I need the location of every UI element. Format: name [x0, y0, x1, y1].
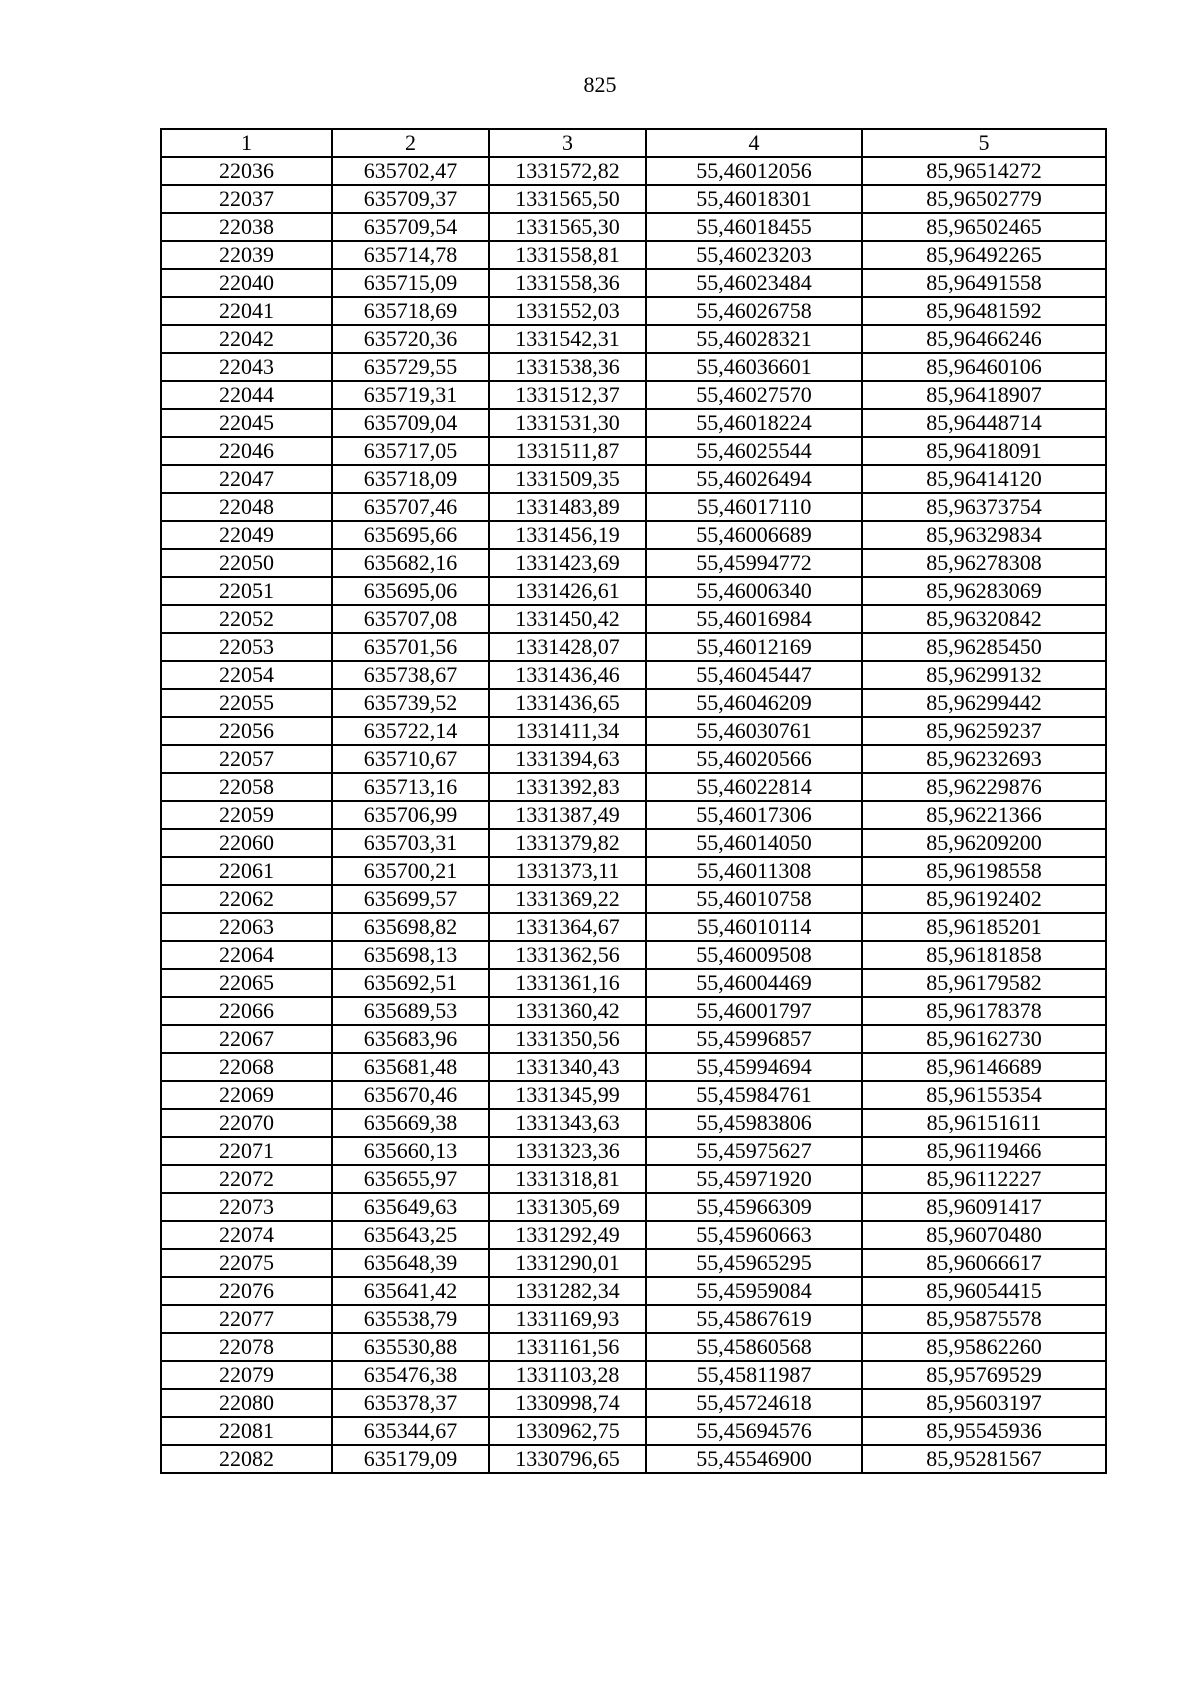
column-header-1: 1 — [161, 129, 332, 157]
table-cell-col-5: 85,96178378 — [862, 997, 1106, 1025]
table-cell-col-3: 1331542,31 — [489, 325, 646, 353]
table-cell-col-5: 85,95281567 — [862, 1445, 1106, 1473]
table-cell-col-3: 1331379,82 — [489, 829, 646, 857]
table-row — [161, 997, 1106, 1025]
table-cell-col-3: 1331552,03 — [489, 297, 646, 325]
table-cell-col-3: 1331512,37 — [489, 381, 646, 409]
table-row — [161, 577, 1106, 605]
table-cell-col-2: 635717,05 — [332, 437, 489, 465]
column-header-3: 3 — [489, 129, 646, 157]
table-cell-col-3: 1331343,63 — [489, 1109, 646, 1137]
table-cell-col-1: 22061 — [161, 857, 332, 885]
table-cell-col-1: 22055 — [161, 689, 332, 717]
table-row — [161, 465, 1106, 493]
table-row — [161, 437, 1106, 465]
table-cell-col-1: 22045 — [161, 409, 332, 437]
table-cell-col-4: 55,46020566 — [646, 745, 862, 773]
table-cell-col-2: 635669,38 — [332, 1109, 489, 1137]
table-cell-col-5: 85,96185201 — [862, 913, 1106, 941]
table-cell-col-2: 635706,99 — [332, 801, 489, 829]
coordinates-table — [160, 128, 1107, 1474]
table-cell-col-5: 85,96418091 — [862, 437, 1106, 465]
table-cell-col-4: 55,46011308 — [646, 857, 862, 885]
table-cell-col-2: 635718,09 — [332, 465, 489, 493]
table-cell-col-1: 22070 — [161, 1109, 332, 1137]
table-cell-col-5: 85,96119466 — [862, 1137, 1106, 1165]
table-cell-col-1: 22044 — [161, 381, 332, 409]
table-cell-col-3: 1331538,36 — [489, 353, 646, 381]
table-cell-col-5: 85,96329834 — [862, 521, 1106, 549]
table-row — [161, 1025, 1106, 1053]
table-cell-col-1: 22042 — [161, 325, 332, 353]
table-cell-col-5: 85,95603197 — [862, 1389, 1106, 1417]
table-cell-col-1: 22076 — [161, 1277, 332, 1305]
table-cell-col-4: 55,46023484 — [646, 269, 862, 297]
table-cell-col-2: 635698,13 — [332, 941, 489, 969]
table-cell-col-4: 55,45811987 — [646, 1361, 862, 1389]
table-cell-col-1: 22065 — [161, 969, 332, 997]
table-row — [161, 381, 1106, 409]
table-row — [161, 1389, 1106, 1417]
table-cell-col-2: 635681,48 — [332, 1053, 489, 1081]
table-cell-col-2: 635476,38 — [332, 1361, 489, 1389]
table-cell-col-1: 22064 — [161, 941, 332, 969]
table-cell-col-5: 85,95769529 — [862, 1361, 1106, 1389]
column-header-2: 2 — [332, 129, 489, 157]
table-cell-col-2: 635643,25 — [332, 1221, 489, 1249]
table-cell-col-1: 22069 — [161, 1081, 332, 1109]
table-row — [161, 1137, 1106, 1165]
table-cell-col-2: 635715,09 — [332, 269, 489, 297]
table-row — [161, 717, 1106, 745]
table-row — [161, 969, 1106, 997]
table-cell-col-2: 635538,79 — [332, 1305, 489, 1333]
table-cell-col-3: 1330998,74 — [489, 1389, 646, 1417]
table-cell-col-3: 1331572,82 — [489, 157, 646, 185]
table-cell-col-2: 635701,56 — [332, 633, 489, 661]
table-row — [161, 941, 1106, 969]
table-cell-col-1: 22066 — [161, 997, 332, 1025]
table-cell-col-1: 22054 — [161, 661, 332, 689]
table-cell-col-4: 55,45724618 — [646, 1389, 862, 1417]
table-cell-col-2: 635709,37 — [332, 185, 489, 213]
table-cell-col-2: 635714,78 — [332, 241, 489, 269]
table-cell-col-5: 85,96179582 — [862, 969, 1106, 997]
table-cell-col-4: 55,45984761 — [646, 1081, 862, 1109]
table-cell-col-3: 1331436,65 — [489, 689, 646, 717]
table-cell-col-5: 85,96299442 — [862, 689, 1106, 717]
table-cell-col-5: 85,96192402 — [862, 885, 1106, 913]
table-cell-col-1: 22038 — [161, 213, 332, 241]
table-cell-col-4: 55,46017110 — [646, 493, 862, 521]
table-cell-col-1: 22067 — [161, 1025, 332, 1053]
table-cell-col-1: 22062 — [161, 885, 332, 913]
table-cell-col-1: 22050 — [161, 549, 332, 577]
table-cell-col-2: 635670,46 — [332, 1081, 489, 1109]
table-row — [161, 1361, 1106, 1389]
table-cell-col-1: 22052 — [161, 605, 332, 633]
table-cell-col-1: 22043 — [161, 353, 332, 381]
table-cell-col-2: 635648,39 — [332, 1249, 489, 1277]
table-cell-col-4: 55,46009508 — [646, 941, 862, 969]
table-cell-col-5: 85,96299132 — [862, 661, 1106, 689]
table-row — [161, 773, 1106, 801]
table-cell-col-4: 55,46018301 — [646, 185, 862, 213]
table-cell-col-1: 22039 — [161, 241, 332, 269]
table-cell-col-1: 22037 — [161, 185, 332, 213]
table-cell-col-4: 55,46006340 — [646, 577, 862, 605]
table-cell-col-3: 1331305,69 — [489, 1193, 646, 1221]
table-cell-col-4: 55,46012169 — [646, 633, 862, 661]
table-cell-col-5: 85,96155354 — [862, 1081, 1106, 1109]
table-cell-col-3: 1331318,81 — [489, 1165, 646, 1193]
table-cell-col-4: 55,45994772 — [646, 549, 862, 577]
table-row — [161, 521, 1106, 549]
table-cell-col-4: 55,46026758 — [646, 297, 862, 325]
table-cell-col-5: 85,96209200 — [862, 829, 1106, 857]
table-cell-col-4: 55,45971920 — [646, 1165, 862, 1193]
table-cell-col-5: 85,96481592 — [862, 297, 1106, 325]
table-cell-col-2: 635722,14 — [332, 717, 489, 745]
table-cell-col-4: 55,46045447 — [646, 661, 862, 689]
table-cell-col-5: 85,96492265 — [862, 241, 1106, 269]
table-cell-col-5: 85,96198558 — [862, 857, 1106, 885]
table-cell-col-4: 55,46027570 — [646, 381, 862, 409]
table-cell-col-5: 85,96146689 — [862, 1053, 1106, 1081]
table-row — [161, 185, 1106, 213]
table-cell-col-4: 55,46018224 — [646, 409, 862, 437]
table-cell-col-4: 55,45694576 — [646, 1417, 862, 1445]
table-row — [161, 745, 1106, 773]
table-cell-col-1: 22072 — [161, 1165, 332, 1193]
table-cell-col-1: 22058 — [161, 773, 332, 801]
table-cell-col-4: 55,46030761 — [646, 717, 862, 745]
table-cell-col-3: 1331103,28 — [489, 1361, 646, 1389]
table-cell-col-3: 1331362,56 — [489, 941, 646, 969]
table-row — [161, 549, 1106, 577]
table-cell-col-3: 1331565,30 — [489, 213, 646, 241]
table-row — [161, 1277, 1106, 1305]
table-cell-col-1: 22048 — [161, 493, 332, 521]
table-cell-col-3: 1331509,35 — [489, 465, 646, 493]
table-cell-col-5: 85,96229876 — [862, 773, 1106, 801]
table-cell-col-3: 1331450,42 — [489, 605, 646, 633]
table-cell-col-4: 55,46046209 — [646, 689, 862, 717]
table-row — [161, 829, 1106, 857]
table-cell-col-5: 85,96373754 — [862, 493, 1106, 521]
table-row — [161, 605, 1106, 633]
table-cell-col-2: 635660,13 — [332, 1137, 489, 1165]
table-cell-col-5: 85,96181858 — [862, 941, 1106, 969]
table-cell-col-2: 635710,67 — [332, 745, 489, 773]
table-cell-col-1: 22036 — [161, 157, 332, 185]
table-cell-col-1: 22040 — [161, 269, 332, 297]
table-row — [161, 353, 1106, 381]
table-cell-col-1: 22056 — [161, 717, 332, 745]
table-cell-col-5: 85,96285450 — [862, 633, 1106, 661]
table-cell-col-2: 635729,55 — [332, 353, 489, 381]
table-row — [161, 1081, 1106, 1109]
table-cell-col-1: 22053 — [161, 633, 332, 661]
table-row — [161, 493, 1106, 521]
page-number: 825 — [583, 72, 617, 97]
table-cell-col-3: 1331392,83 — [489, 773, 646, 801]
table-cell-col-3: 1331565,50 — [489, 185, 646, 213]
table-cell-col-2: 635699,57 — [332, 885, 489, 913]
table-cell-col-1: 22046 — [161, 437, 332, 465]
table-cell-col-2: 635713,16 — [332, 773, 489, 801]
table-cell-col-1: 22049 — [161, 521, 332, 549]
table-cell-col-4: 55,46036601 — [646, 353, 862, 381]
table-cell-col-5: 85,96151611 — [862, 1109, 1106, 1137]
table-cell-col-3: 1331161,56 — [489, 1333, 646, 1361]
table-cell-col-1: 22081 — [161, 1417, 332, 1445]
table-cell-col-4: 55,46001797 — [646, 997, 862, 1025]
table-cell-col-3: 1331340,43 — [489, 1053, 646, 1081]
table-cell-col-5: 85,95545936 — [862, 1417, 1106, 1445]
table-row — [161, 885, 1106, 913]
table-row — [161, 633, 1106, 661]
table-cell-col-4: 55,45966309 — [646, 1193, 862, 1221]
table-row — [161, 1305, 1106, 1333]
table-row — [161, 325, 1106, 353]
table-cell-col-5: 85,96514272 — [862, 157, 1106, 185]
table-cell-col-4: 55,45860568 — [646, 1333, 862, 1361]
table-row — [161, 857, 1106, 885]
table-body — [161, 157, 1106, 1473]
table-cell-col-4: 55,45965295 — [646, 1249, 862, 1277]
table-cell-col-2: 635719,31 — [332, 381, 489, 409]
table-cell-col-3: 1331369,22 — [489, 885, 646, 913]
table-cell-col-2: 635698,82 — [332, 913, 489, 941]
table-cell-col-5: 85,96278308 — [862, 549, 1106, 577]
table-cell-col-1: 22073 — [161, 1193, 332, 1221]
table-row — [161, 213, 1106, 241]
table-row — [161, 1445, 1106, 1473]
table-cell-col-5: 85,96502779 — [862, 185, 1106, 213]
table-cell-col-3: 1331456,19 — [489, 521, 646, 549]
table-cell-col-5: 85,96066617 — [862, 1249, 1106, 1277]
table-cell-col-2: 635707,08 — [332, 605, 489, 633]
table-cell-col-4: 55,46025544 — [646, 437, 862, 465]
table-cell-col-2: 635695,66 — [332, 521, 489, 549]
table-cell-col-4: 55,46017306 — [646, 801, 862, 829]
table-cell-col-3: 1331350,56 — [489, 1025, 646, 1053]
table-row — [161, 269, 1106, 297]
table-cell-col-3: 1331292,49 — [489, 1221, 646, 1249]
table-row — [161, 1165, 1106, 1193]
table-cell-col-1: 22079 — [161, 1361, 332, 1389]
table-cell-col-4: 55,46026494 — [646, 465, 862, 493]
table-cell-col-3: 1331360,42 — [489, 997, 646, 1025]
table-cell-col-3: 1331373,11 — [489, 857, 646, 885]
table-cell-col-4: 55,46022814 — [646, 773, 862, 801]
table-cell-col-4: 55,45975627 — [646, 1137, 862, 1165]
table-cell-col-2: 635689,53 — [332, 997, 489, 1025]
table-cell-col-4: 55,45994694 — [646, 1053, 862, 1081]
table-cell-col-2: 635720,36 — [332, 325, 489, 353]
table-cell-col-5: 85,95862260 — [862, 1333, 1106, 1361]
table-cell-col-5: 85,96054415 — [862, 1277, 1106, 1305]
table-cell-col-3: 1331558,36 — [489, 269, 646, 297]
table-cell-col-4: 55,45867619 — [646, 1305, 862, 1333]
table-cell-col-2: 635692,51 — [332, 969, 489, 997]
table-cell-col-1: 22060 — [161, 829, 332, 857]
table-row — [161, 661, 1106, 689]
table-cell-col-5: 85,96221366 — [862, 801, 1106, 829]
table-cell-col-1: 22077 — [161, 1305, 332, 1333]
table-row — [161, 913, 1106, 941]
table-cell-col-5: 85,96466246 — [862, 325, 1106, 353]
table-cell-col-1: 22059 — [161, 801, 332, 829]
table-cell-col-3: 1331436,46 — [489, 661, 646, 689]
table-cell-col-2: 635718,69 — [332, 297, 489, 325]
table-cell-col-3: 1331364,67 — [489, 913, 646, 941]
table-cell-col-4: 55,46006689 — [646, 521, 862, 549]
table-cell-col-2: 635378,37 — [332, 1389, 489, 1417]
table-cell-col-2: 635707,46 — [332, 493, 489, 521]
table-cell-col-2: 635655,97 — [332, 1165, 489, 1193]
table-cell-col-5: 85,96162730 — [862, 1025, 1106, 1053]
table-cell-col-1: 22078 — [161, 1333, 332, 1361]
table-cell-col-5: 85,96091417 — [862, 1193, 1106, 1221]
table-row — [161, 157, 1106, 185]
column-header-4: 4 — [646, 129, 862, 157]
table-cell-col-2: 635530,88 — [332, 1333, 489, 1361]
table-cell-col-2: 635344,67 — [332, 1417, 489, 1445]
table-cell-col-4: 55,46028321 — [646, 325, 862, 353]
table-row — [161, 1333, 1106, 1361]
table-cell-col-2: 635709,04 — [332, 409, 489, 437]
table-cell-col-5: 85,96502465 — [862, 213, 1106, 241]
table-row — [161, 801, 1106, 829]
column-header-5: 5 — [862, 129, 1106, 157]
table-cell-col-3: 1331361,16 — [489, 969, 646, 997]
table-cell-col-1: 22075 — [161, 1249, 332, 1277]
table-cell-col-3: 1331345,99 — [489, 1081, 646, 1109]
table-cell-col-1: 22071 — [161, 1137, 332, 1165]
table-cell-col-1: 22080 — [161, 1389, 332, 1417]
table-cell-col-5: 85,96418907 — [862, 381, 1106, 409]
table-cell-col-3: 1331558,81 — [489, 241, 646, 269]
table-cell-col-2: 635700,21 — [332, 857, 489, 885]
table-cell-col-4: 55,46016984 — [646, 605, 862, 633]
table-cell-col-3: 1331428,07 — [489, 633, 646, 661]
table-cell-col-4: 55,45959084 — [646, 1277, 862, 1305]
table-row — [161, 1109, 1106, 1137]
table-cell-col-3: 1331423,69 — [489, 549, 646, 577]
table-cell-col-3: 1330796,65 — [489, 1445, 646, 1473]
table-row — [161, 1249, 1106, 1277]
table-row — [161, 1193, 1106, 1221]
table-row — [161, 689, 1106, 717]
table-cell-col-5: 85,96491558 — [862, 269, 1106, 297]
table-cell-col-1: 22047 — [161, 465, 332, 493]
table-cell-col-1: 22068 — [161, 1053, 332, 1081]
table-row — [161, 1221, 1106, 1249]
table-cell-col-5: 85,96070480 — [862, 1221, 1106, 1249]
table-cell-col-1: 22041 — [161, 297, 332, 325]
table-cell-col-4: 55,46004469 — [646, 969, 862, 997]
table-cell-col-2: 635641,42 — [332, 1277, 489, 1305]
table-cell-col-4: 55,45546900 — [646, 1445, 862, 1473]
table-cell-col-3: 1331411,34 — [489, 717, 646, 745]
table-cell-col-4: 55,45996857 — [646, 1025, 862, 1053]
table-cell-col-5: 85,96460106 — [862, 353, 1106, 381]
table-cell-col-5: 85,96448714 — [862, 409, 1106, 437]
table-cell-col-2: 635709,54 — [332, 213, 489, 241]
table-cell-col-4: 55,46010114 — [646, 913, 862, 941]
table-cell-col-3: 1331426,61 — [489, 577, 646, 605]
table-cell-col-5: 85,96283069 — [862, 577, 1106, 605]
table-row — [161, 297, 1106, 325]
table-cell-col-4: 55,45960663 — [646, 1221, 862, 1249]
table-cell-col-1: 22051 — [161, 577, 332, 605]
table-cell-col-4: 55,45983806 — [646, 1109, 862, 1137]
table-cell-col-2: 635703,31 — [332, 829, 489, 857]
table-cell-col-5: 85,96232693 — [862, 745, 1106, 773]
table-cell-col-1: 22074 — [161, 1221, 332, 1249]
table-cell-col-1: 22063 — [161, 913, 332, 941]
table-cell-col-3: 1331387,49 — [489, 801, 646, 829]
table-cell-col-3: 1331290,01 — [489, 1249, 646, 1277]
table-cell-col-3: 1330962,75 — [489, 1417, 646, 1445]
table-cell-col-1: 22057 — [161, 745, 332, 773]
table-cell-col-4: 55,46012056 — [646, 157, 862, 185]
table-cell-col-4: 55,46018455 — [646, 213, 862, 241]
table-cell-col-4: 55,46023203 — [646, 241, 862, 269]
table-cell-col-1: 22082 — [161, 1445, 332, 1473]
table-cell-col-2: 635649,63 — [332, 1193, 489, 1221]
table-cell-col-2: 635683,96 — [332, 1025, 489, 1053]
table-cell-col-2: 635179,09 — [332, 1445, 489, 1473]
table-cell-col-3: 1331511,87 — [489, 437, 646, 465]
table-cell-col-5: 85,96320842 — [862, 605, 1106, 633]
table-cell-col-3: 1331531,30 — [489, 409, 646, 437]
table-cell-col-3: 1331282,34 — [489, 1277, 646, 1305]
table-cell-col-5: 85,96414120 — [862, 465, 1106, 493]
table-row — [161, 1417, 1106, 1445]
table-cell-col-2: 635682,16 — [332, 549, 489, 577]
table-cell-col-4: 55,46014050 — [646, 829, 862, 857]
table-cell-col-2: 635695,06 — [332, 577, 489, 605]
table-cell-col-2: 635702,47 — [332, 157, 489, 185]
table-cell-col-2: 635738,67 — [332, 661, 489, 689]
table-cell-col-3: 1331169,93 — [489, 1305, 646, 1333]
table-cell-col-5: 85,96259237 — [862, 717, 1106, 745]
table-cell-col-4: 55,46010758 — [646, 885, 862, 913]
table-cell-col-2: 635739,52 — [332, 689, 489, 717]
table-cell-col-3: 1331323,36 — [489, 1137, 646, 1165]
table-cell-col-5: 85,95875578 — [862, 1305, 1106, 1333]
table-cell-col-3: 1331394,63 — [489, 745, 646, 773]
table-row — [161, 409, 1106, 437]
table-row — [161, 1053, 1106, 1081]
table-cell-col-3: 1331483,89 — [489, 493, 646, 521]
table-row — [161, 241, 1106, 269]
table-header-row — [161, 129, 1106, 157]
table-cell-col-5: 85,96112227 — [862, 1165, 1106, 1193]
